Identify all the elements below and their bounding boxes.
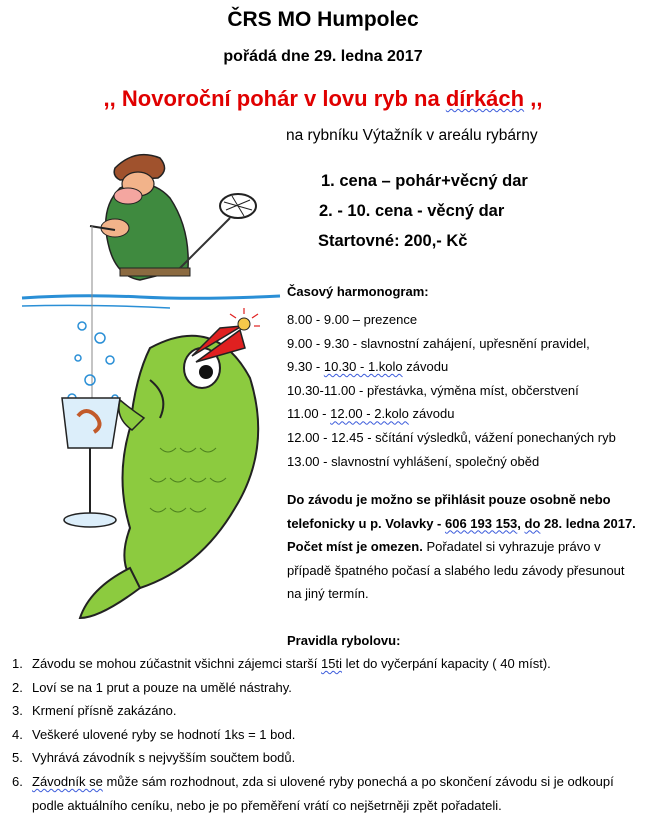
list-item: 5. Vyhrává závodník s nejvyšším součtem bodů. — [12, 750, 296, 766]
schedule-item: 8.00 - 9.00 – prezence — [287, 312, 418, 327]
list-item: 1. Závodu se mohou zúčastnit všichni zájemci starší 15ti let do vyčerpání kapacity ( 40 míst). — [12, 656, 551, 671]
entry-fee: Startovné: 200,- Kč — [318, 232, 468, 250]
list-item: 6. Závodník se může sám rozhodnout, zda si ulovené ryby ponechá a po skončení závodu si je odkoupí podle aktuálního ceníku, nebo je po přeměření vrátí co nejšetrněji zpět pořadateli. — [12, 773, 614, 813]
schedule-list — [287, 308, 616, 473]
event-name-underlined: dírkách — [445, 86, 525, 111]
schedule-item: 9.00 - 9.30 - slavnostní zahájení, upřesnění pravidel, — [287, 335, 590, 351]
venue: na rybníku Výtažník v areálu rybárny — [286, 127, 538, 144]
registration-info: Do závodu je možno se přihlásit pouze osobně nebo telefonicky u p. Volavky - 606 193 153, do 28. ledna 2017. Počet míst je omezen. Pořadatel si vyhrazuje právo v případě špatného počasí a slabého ledu závody přesunout na jiný termín. — [287, 492, 636, 602]
schedule-item: 10.30-11.00 - přestávka, výměna míst, občerstvení — [287, 382, 579, 398]
event-name-part: ,, Novoroční pohár v lovu ryb na — [103, 86, 446, 111]
prize-first: 1. cena – pohár+věcný dar — [321, 172, 528, 190]
list-item: 3. Krmení přísně zakázáno. — [12, 703, 177, 719]
schedule-item: 13.00 - slavnostní vyhlášení, společný oběd — [287, 453, 540, 469]
event-date: pořádá dne 29. ledna 2017 — [223, 48, 423, 65]
prize-others: 2. - 10. cena - věcný dar — [319, 202, 505, 220]
schedule-heading: Časový harmonogram: — [287, 284, 429, 299]
rules-list — [6, 652, 636, 817]
event-name — [0, 86, 646, 112]
list-item: 4. Veškeré ulovené ryby se hodnotí 1ks = 1 bod. — [12, 726, 296, 742]
page-title: ČRS MO Humpolec — [227, 8, 419, 31]
phone-number: 606 193 153 — [444, 515, 518, 531]
fisherman-fish-illustration — [20, 148, 282, 628]
rules-heading: Pravidla rybolovu: — [287, 633, 401, 648]
list-item: 2. Loví se na 1 prut a pouze na umělé nástrahy. — [12, 679, 292, 695]
event-name-end: ,, — [524, 86, 543, 111]
schedule-item: 12.00 - 12.45 - sčítání výsledků, vážení ponechaných ryb — [287, 429, 616, 445]
schedule-item: 11.00 - 12.00 - 2.kolo závodu — [287, 406, 455, 422]
schedule-item: 9.30 - 10.30 - 1.kolo závodu — [287, 359, 449, 375]
